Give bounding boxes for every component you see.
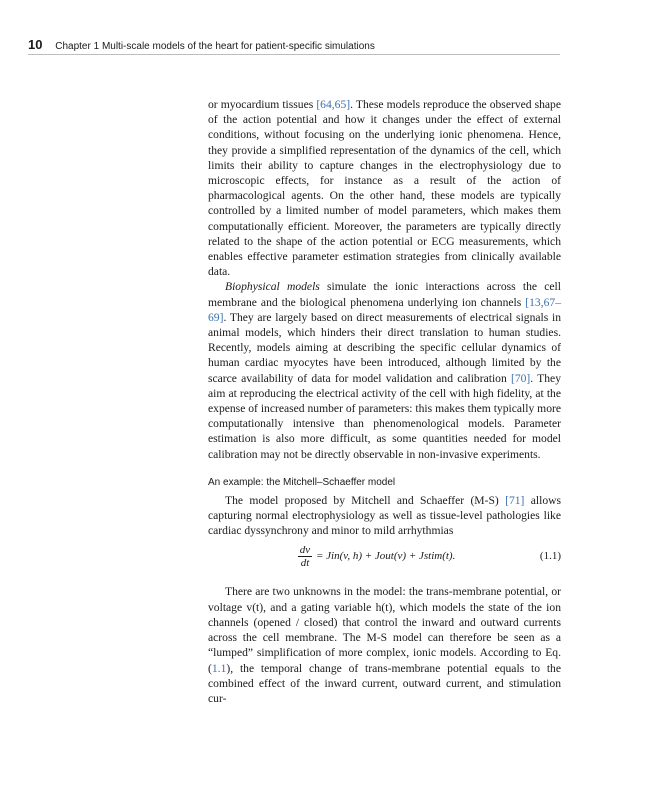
citation-link[interactable]: [13,67–69]: [208, 295, 561, 324]
running-header: [28, 38, 560, 55]
citation-link[interactable]: [71]: [505, 493, 525, 507]
paragraph-text: simulate the ionic interactions across the cell membrane and the biological phenomena underlying ion channels: [208, 280, 561, 309]
equation-reference-link[interactable]: 1.1: [211, 661, 227, 675]
section-heading: An example: the Mitchell–Schaeffer model: [208, 476, 396, 488]
equation-rhs: = Jin(v, h) + Jout(v) + Jstim(t).: [316, 550, 456, 563]
equation-number: (1.1): [539, 550, 561, 563]
paragraph-text: The model proposed by Mitchell and Schaeffer (M-S): [225, 493, 506, 507]
paragraph-text: . They aim at reproducing the electrical activity of the cell with high fidelity, at the expense of increased number of parameters: this makes them typically more computationally intensive than phenomenological models. Parameter estimation is also more difficult, as some quantities needed for model calibration may not be directly observable in non-invasive experiments.: [208, 371, 561, 461]
paragraph-text: ), the temporal change of trans-membrane potential equals to the combined effect of the inward current, outward current, and stimulation cur-: [208, 661, 561, 705]
citation-link[interactable]: [70]: [510, 371, 531, 385]
fraction-denominator: dt: [300, 557, 310, 570]
paragraph-text: . They are largely based on direct measurements of electrical signals in animal models, which hinders their direct translation to human studies. Recently, models aiming at describing the specific cellular dynamics of human cardiac myocytes have been introduced, although limited by the scarce availability of data for model validation and calibration: [208, 310, 561, 385]
fraction-numerator: dv: [299, 544, 311, 557]
citation-link[interactable]: [64,65]: [316, 98, 351, 111]
paragraph-biophysical: [208, 279, 561, 461]
paragraph-ms-intro: [208, 493, 561, 539]
paragraph-text: allows capturing normal electrophysiology as well as tissue-level pathologies like cardiac dyssynchrony and minor to mild arrhythmias: [208, 493, 561, 538]
paragraph-text: There are two unknowns in the model: the trans-membrane potential, or voltage v(t), and a gating variable h(t), which models the state of the ion channels (opened / closed) that control the inward and outward currents across the cell membrane. The M-S model can therefore be seen as a “lumped” simplification of more complex, ionic models. According to Eq. (: [208, 585, 561, 675]
emphasis-term: Biophysical models: [225, 280, 320, 294]
page-number: 10: [28, 37, 43, 52]
chapter-title: Chapter 1 Multi-scale models of the heart for patient-specific simulations: [55, 41, 375, 52]
paragraph-text: . These models reproduce the observed shape of the action potential and how it changes under the effect of external conditions, without focusing on the underlying ionic phenomena. Hence, they provide a simplified representation of the dynamics of the cell, which limits their ability to capture changes in the electrophysiology due to microscopic effects, for instance as a result of the action of pharmacological agents. On the other hand, these models are typically controlled by a limited number of model parameters, which makes them computationally efficient. Moreover, the parameters are typically directly related to the shape of the action potential or ECG measurements, which enables effective parameter estimation strategies from clinically available data.: [208, 98, 562, 279]
paragraph-phenomenological: [208, 97, 561, 279]
body-text: [208, 97, 561, 706]
paragraph-unknowns: [208, 584, 561, 706]
equation-1-1: [208, 544, 561, 574]
paragraph-text: or myocardium tissues: [208, 98, 317, 111]
derivative-fraction: [298, 544, 312, 570]
